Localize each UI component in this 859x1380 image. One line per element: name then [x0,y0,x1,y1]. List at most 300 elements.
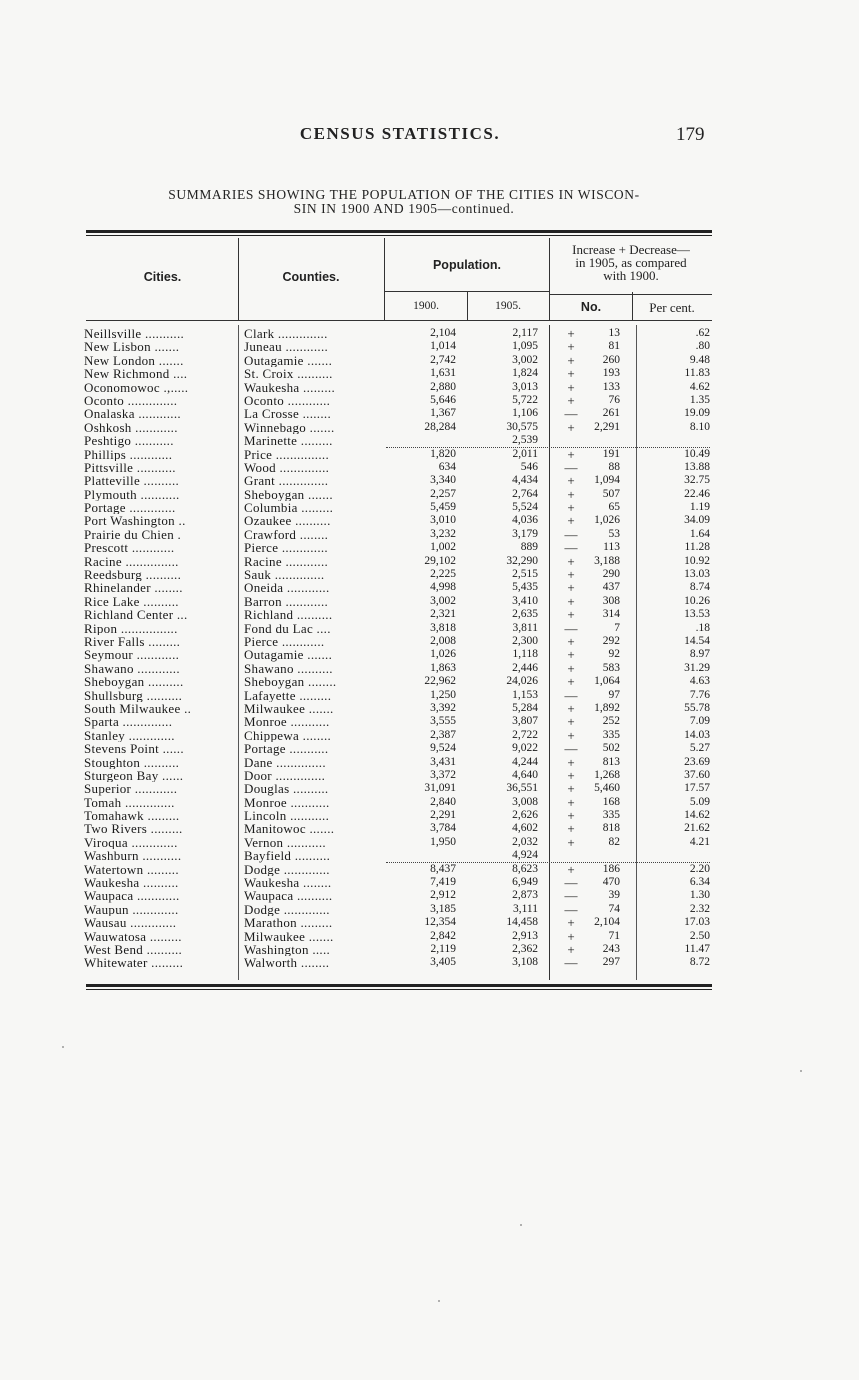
county-cell: Monroe ........... [244,795,330,810]
population-1905-cell: 3,013 [512,380,538,393]
population-1900-cell: 3,784 [430,822,456,835]
population-1905-cell: 8,623 [512,862,538,875]
table-row [0,622,859,635]
population-1905-cell: 6,949 [512,876,538,889]
table-row [0,742,859,755]
change-percent-cell: 13.88 [684,460,710,473]
city-cell: Platteville .......... [84,474,180,488]
county-cell: Waukesha ........ [244,876,332,890]
col-header-counties: Counties. [282,270,340,284]
change-number-cell: 1,064 [594,675,620,688]
change-percent-cell: 9.48 [689,353,710,366]
change-percent-cell: .80 [695,340,710,353]
change-percent-cell: 11.47 [684,942,710,955]
header-bottom-rule [86,320,712,321]
change-sign-cell: + [567,821,575,837]
county-cell: Ozaukee .......... [244,514,331,528]
population-1900-cell: 5,646 [430,393,456,406]
city-cell: Whitewater ......... [84,956,184,970]
population-1905-cell: 2,764 [512,487,538,500]
population-1900-cell: 1,863 [430,661,456,674]
city-cell: New London ....... [84,353,184,368]
city-cell: Two Rivers ......... [84,822,183,836]
population-1905-cell: 5,524 [512,501,538,514]
change-number-cell: 13 [608,327,620,339]
change-sign-cell: + [567,647,575,663]
population-1900-cell: 2,742 [430,353,456,366]
change-percent-cell: 8.10 [689,420,710,433]
change-sign-cell: + [567,808,575,824]
city-cell: Portage ............. [84,501,176,515]
change-sign-cell: + [567,593,575,609]
change-sign-cell: + [567,379,575,395]
dotted-separator [386,862,710,863]
change-number-cell: 314 [602,608,620,621]
city-cell: Pittsville ........... [84,460,176,475]
city-cell: Onalaska ............ [84,407,181,421]
population-1900-cell: 2,840 [430,795,456,808]
table-row [0,340,859,353]
change-number-cell: 133 [602,380,620,393]
county-cell: La Crosse ........ [244,407,331,421]
table-row [0,943,859,956]
change-sign-cell: + [567,567,575,583]
table-row [0,461,859,474]
change-number-cell: 186 [602,862,620,875]
change-number-cell: 583 [602,661,620,674]
table-row [0,903,859,916]
table-row [0,568,859,581]
county-cell: Lincoln ........... [244,809,330,823]
change-percent-cell: 14.54 [684,634,710,647]
change-sign-cell: + [567,794,575,810]
table-row [0,876,859,889]
population-1905-cell: 2,515 [512,568,538,581]
population-1900-cell: 2,257 [430,487,456,500]
county-cell: Bayfield .......... [244,849,331,863]
change-number-cell: 53 [608,527,620,540]
change-sign-cell: — [564,955,578,971]
county-cell: Marinette ......... [244,434,333,448]
table-row [0,796,859,809]
population-1900-cell: 2,321 [430,608,456,621]
table-top-rule-thick [86,230,712,233]
county-cell: Chippewa ........ [244,728,332,743]
table-row [0,822,859,835]
city-cell: Tomah .............. [84,795,175,810]
change-sign-cell: + [567,553,575,569]
dotted-separator [386,447,710,448]
county-cell: Pierce ............. [244,541,328,555]
table-row [0,474,859,487]
table-row [0,769,859,782]
change-sign-cell: — [564,687,578,703]
city-cell: Plymouth ........... [84,487,180,502]
change-number-cell: 7 [614,621,620,634]
table-row [0,608,859,621]
population-1905-cell: 36,551 [506,782,538,795]
change-sign-cell: + [567,486,575,502]
table-row [0,849,859,862]
change-percent-cell: 14.62 [684,809,710,822]
population-1900-cell: 2,291 [430,809,456,822]
change-number-cell: 437 [602,581,620,594]
change-percent-cell: 11.83 [684,367,710,380]
population-1905-cell: 3,811 [512,621,538,634]
population-1900-cell: 9,524 [430,742,456,755]
change-percent-cell: 21.62 [684,822,710,835]
change-percent-cell: 34.09 [684,514,710,527]
population-1905-cell: 2,362 [512,942,538,955]
city-cell: South Milwaukee .. [84,701,192,716]
change-percent-cell: 1.19 [689,501,710,514]
change-percent-cell: 37.60 [684,768,710,781]
population-1905-cell: 3,179 [512,527,538,540]
change-percent-cell: 1.64 [689,527,710,540]
county-cell: Wood .............. [244,460,330,475]
change-percent-cell: 7.09 [689,715,710,728]
city-cell: Stevens Point ...... [84,742,184,756]
change-sign-cell: + [567,339,575,355]
table-caption [84,188,724,216]
change-percent-cell: 5.09 [689,795,710,808]
population-1900-cell: 1,002 [430,541,456,554]
change-number-cell: 5,460 [594,782,620,795]
change-number-cell: 76 [608,393,620,406]
population-1905-cell: 4,924 [512,849,538,862]
county-cell: St. Croix .......... [244,367,333,381]
change-percent-cell: 13.03 [684,568,710,581]
col-header-change [551,243,711,282]
change-percent-cell: 1.30 [689,889,710,902]
population-1905-cell: 889 [520,541,538,554]
change-header-line-1: Increase + Decrease— [572,242,690,257]
change-number-cell: 335 [602,809,620,822]
col-header-population: Population. [432,258,502,272]
city-cell: Peshtigo ........... [84,434,174,448]
change-number-cell: 97 [608,688,620,701]
table-row [0,836,859,849]
city-cell: Waukesha .......... [84,876,179,890]
change-number-cell: 191 [602,447,620,460]
population-1905-cell: 3,008 [512,795,538,808]
population-1900-cell: 3,002 [430,594,456,607]
county-cell: Walworth ........ [244,956,330,970]
change-number-cell: 292 [602,634,620,647]
change-number-cell: 3,188 [594,554,620,567]
county-cell: Marathon ......... [244,916,333,930]
change-number-cell: 2,104 [594,916,620,929]
county-cell: Outagamie ....... [244,648,333,662]
table-row [0,327,859,340]
population-1905-cell: 2,032 [512,835,538,848]
population-1905-cell: 4,602 [512,822,538,835]
change-sign-cell: + [567,767,575,783]
table-row [0,662,859,675]
table-body [0,327,859,970]
city-cell: Oshkosh ............ [84,420,178,435]
population-1905-cell: 1,824 [512,367,538,380]
change-percent-cell: 23.69 [684,755,710,768]
change-sign-cell: + [567,781,575,797]
population-1900-cell: 1,026 [430,648,456,661]
population-1900-cell: 4,998 [430,581,456,594]
city-cell: Oconto .............. [84,393,178,408]
change-number-cell: 507 [602,487,620,500]
city-cell: Racine ............... [84,554,179,569]
table-row [0,756,859,769]
county-cell: Barron ............ [244,594,329,609]
change-number-cell: 308 [602,594,620,607]
population-1900-cell: 1,631 [430,367,456,380]
county-cell: Manitowoc ....... [244,822,335,836]
change-sign-cell: + [567,633,575,649]
change-number-cell: 81 [608,340,620,353]
population-1905-cell: 30,575 [506,420,538,433]
population-1900-cell: 2,104 [430,327,456,339]
change-percent-cell: 31.29 [684,661,710,674]
county-cell: Dodge ............. [244,902,330,917]
change-sign-cell: — [564,459,578,475]
change-number-cell: 74 [608,902,620,915]
change-header-line-3: with 1900. [603,268,659,283]
county-cell: Sauk .............. [244,568,325,582]
city-cell: Reedsburg .......... [84,568,182,582]
county-cell: Outagamie ....... [244,353,333,368]
change-number-cell: 168 [602,795,620,808]
population-1900-cell: 8,437 [430,862,456,875]
change-sign-cell: + [567,727,575,743]
header-divider-counties [384,238,385,320]
table-row [0,434,859,447]
county-cell: Portage ........... [244,742,329,756]
change-number-cell: 1,892 [594,701,620,714]
table-row [0,381,859,394]
population-1900-cell: 7,419 [430,876,456,889]
change-sign-cell: + [567,834,575,850]
population-1905-cell: 2,446 [512,661,538,674]
population-1905-cell: 2,913 [512,929,538,942]
change-sign-cell: + [567,754,575,770]
county-cell: Sheboygan ....... [244,487,333,502]
change-percent-cell: 8.72 [689,956,710,969]
population-1905-cell: 2,873 [512,889,538,902]
county-cell: Dane .............. [244,755,326,769]
county-cell: Sheboygan ........ [244,675,337,689]
change-percent-cell: 10.49 [684,447,710,460]
population-1905-cell: 5,284 [512,701,538,714]
city-cell: Prescott ............ [84,541,175,555]
change-number-cell: 335 [602,728,620,741]
population-1905-cell: 1,095 [512,340,538,353]
table-row [0,648,859,661]
change-sign-cell: + [567,660,575,676]
table-row [0,715,859,728]
table-row [0,702,859,715]
population-1900-cell: 1,250 [430,688,456,701]
change-sign-cell: — [564,620,578,636]
header-underline-change [549,294,712,295]
change-percent-cell: 2.50 [689,929,710,942]
population-1905-cell: 2,117 [512,327,538,339]
change-sign-cell: + [567,352,575,368]
population-1905-cell: 2,011 [512,447,538,460]
population-1900-cell: 2,008 [430,634,456,647]
population-1905-cell: 9,022 [512,742,538,755]
change-number-cell: 818 [602,822,620,835]
scan-speck [62,1046,64,1048]
table-row [0,421,859,434]
table-row [0,367,859,380]
change-number-cell: 88 [608,460,620,473]
scan-speck [438,1300,440,1302]
city-cell: Tomahawk ......... [84,809,180,823]
change-number-cell: 1,026 [594,514,620,527]
table-top-rule-thin [86,235,712,236]
change-percent-cell: 32.75 [684,474,710,487]
header-underline-population [384,291,549,292]
county-cell: Pierce ............ [244,634,325,649]
population-1900-cell: 634 [438,460,456,473]
table-row [0,407,859,420]
table-row [0,956,859,969]
table-row [0,394,859,407]
change-percent-cell: 8.74 [689,581,710,594]
population-1900-cell: 3,185 [430,902,456,915]
table-row [0,863,859,876]
change-number-cell: 39 [608,889,620,902]
population-1900-cell: 3,431 [430,755,456,768]
change-sign-cell: + [567,861,575,877]
change-number-cell: 1,094 [594,474,620,487]
table-row [0,689,859,702]
city-cell: Wausau ............. [84,916,177,930]
population-1900-cell: 5,459 [430,501,456,514]
change-sign-cell: + [567,941,575,957]
change-number-cell: 290 [602,568,620,581]
change-percent-cell: 2.32 [689,902,710,915]
population-1905-cell: 2,626 [512,809,538,822]
county-cell: Racine ............ [244,554,329,569]
change-percent-cell: 17.57 [684,782,710,795]
county-cell: Grant .............. [244,474,329,488]
change-percent-cell: 10.26 [684,594,710,607]
change-percent-cell: 11.28 [684,541,710,554]
county-cell: Milwaukee ....... [244,701,334,716]
city-cell: Shawano ............ [84,661,180,676]
scan-speck [520,1224,522,1226]
change-percent-cell: .18 [695,621,710,634]
city-cell: Ripon ................ [84,621,178,635]
change-percent-cell: 4.62 [689,380,710,393]
population-1905-cell: 5,435 [512,581,538,594]
running-header-title: CENSUS STATISTICS. [299,124,501,143]
change-percent-cell: 19.09 [684,407,710,420]
population-1900-cell: 3,818 [430,621,456,634]
change-number-cell: 92 [608,648,620,661]
table-row [0,729,859,742]
population-1905-cell: 24,026 [506,675,538,688]
table-row [0,675,859,688]
change-number-cell: 470 [602,876,620,889]
city-cell: Sturgeon Bay ...... [84,768,184,783]
change-sign-cell: — [564,901,578,917]
population-1905-cell: 3,807 [512,715,538,728]
city-cell: Shullsburg .......... [84,688,183,702]
table-row [0,595,859,608]
change-percent-cell: 55.78 [684,701,710,714]
population-1905-cell: 3,108 [512,956,538,969]
page-number: 179 [676,124,705,145]
county-cell: Waukesha ......... [244,380,335,394]
population-1905-cell: 4,036 [512,514,538,527]
population-1905-cell: 5,722 [512,393,538,406]
change-header-line-2: in 1905, as compared [575,255,687,270]
table-row [0,809,859,822]
table-bottom-rule-thin [86,989,712,990]
city-cell: Stanley ............. [84,728,175,743]
county-cell: Price ............... [244,447,330,461]
col-header-percent: Per cent. [649,300,695,315]
city-cell: Seymour ............ [84,648,180,662]
population-1900-cell: 3,555 [430,715,456,728]
change-percent-cell: 2.20 [689,862,710,875]
change-percent-cell: 8.97 [689,648,710,661]
city-cell: Wauwatosa ......... [84,929,182,943]
county-cell: Winnebago ....... [244,420,335,435]
population-1900-cell: 29,102 [424,554,456,567]
population-1900-cell: 2,225 [430,568,456,581]
table-row [0,488,859,501]
population-1900-cell: 2,842 [430,929,456,942]
caption-line-2: SIN IN 1900 AND 1905—continued. [293,201,515,216]
city-cell: Richland Center ... [84,608,188,622]
population-1905-cell: 3,002 [512,353,538,366]
county-cell: Shawano .......... [244,661,333,676]
county-cell: Monroe ........... [244,715,330,729]
change-percent-cell: 5.27 [689,742,710,755]
change-sign-cell: — [564,741,578,757]
county-cell: Columbia ......... [244,501,334,515]
city-cell: River Falls ......... [84,634,181,649]
change-number-cell: 297 [602,956,620,969]
table-row [0,501,859,514]
city-cell: Watertown ......... [84,862,179,877]
change-percent-cell: 14.03 [684,728,710,741]
change-number-cell: 502 [602,742,620,755]
change-number-cell: 71 [608,929,620,942]
city-cell: Waupun ............. [84,902,179,917]
population-1900-cell: 2,912 [430,889,456,902]
col-header-1905: 1905. [495,300,521,312]
table-row [0,782,859,795]
header-divider-population [549,238,550,320]
population-1905-cell: 2,539 [512,434,538,447]
city-cell: Neillsville ........... [84,327,185,341]
city-cell: Phillips ............ [84,447,173,461]
city-cell: Sparta .............. [84,715,173,729]
change-percent-cell: 1.35 [689,393,710,406]
change-number-cell: 252 [602,715,620,728]
population-1900-cell: 31,091 [424,782,456,795]
change-percent-cell: 4.21 [689,835,710,848]
county-cell: Douglas .......... [244,782,329,796]
table-row [0,635,859,648]
change-sign-cell: — [564,406,578,422]
change-number-cell: 813 [602,755,620,768]
county-cell: Lafayette ......... [244,688,332,702]
change-sign-cell: + [567,500,575,516]
